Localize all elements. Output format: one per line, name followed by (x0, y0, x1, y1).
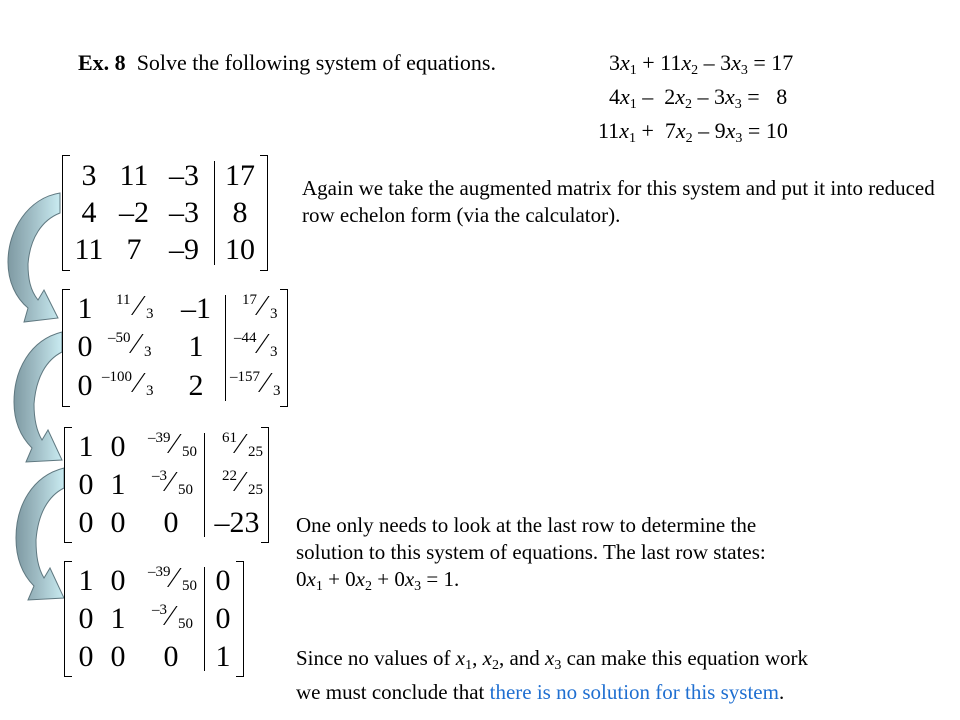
m4-cell: 0 (215, 564, 231, 597)
m2-cell: 1 (188, 330, 204, 363)
equation-2: $4x_1 - 2x_2 - 3x_3 = 8$ (609, 84, 788, 112)
curved-arrow-3-icon (16, 468, 64, 600)
curved-arrow-2-icon (14, 332, 62, 462)
m3-cell: 0 (78, 506, 94, 539)
m4-cell: 1 (78, 564, 94, 597)
m2-cell: 1 (77, 292, 93, 325)
matrix-step-3: 1 0 0 0 1 0 –39 ⁄ 50 –3 ⁄ 50 0 61 ⁄ 25 22 ⁄ 25 –23 (64, 427, 269, 543)
m1-cell: 10 (225, 233, 255, 266)
m3-cell: 0 (78, 468, 94, 501)
m2-cell: 0 (77, 369, 93, 402)
m1-cell: 11 (74, 233, 104, 266)
m2-cell: 0 (77, 330, 93, 363)
m4-cell: 0 (163, 640, 179, 673)
m1-cell: 3 (81, 159, 97, 192)
m2-cell: 2 (188, 369, 204, 402)
must-line: we must conclude that there is no solution for this system. (296, 680, 785, 704)
m3-cell: 0 (110, 506, 126, 539)
last-row-equation: $0x_1 + 0x_2 + 0x_3 = 1$. (296, 567, 460, 594)
m3-cell: –23 (214, 506, 260, 539)
m4-cell: 1 (215, 640, 231, 673)
example-title (78, 50, 496, 76)
conclusion-line-1: One only needs to look at the last row to determine the (296, 513, 757, 537)
m1-cell: –9 (169, 233, 199, 266)
instruction-text: Solve the following system of equations. (136, 50, 496, 75)
m1-cell: 11 (119, 159, 149, 192)
final-paragraph (296, 645, 956, 706)
m1-cell: –3 (169, 159, 199, 192)
curved-arrow-1-icon (8, 193, 60, 322)
intro-paragraph: Again we take the augmented matrix for this system and put it into reduced row echelon form (via the calculator). (302, 176, 935, 227)
example-label: Ex. 8 (78, 50, 126, 75)
conclusion-line-2: solution to this system of equations. The last row states: (296, 540, 766, 564)
m4-cell: 0 (215, 602, 231, 635)
m4-cell: 0 (78, 640, 94, 673)
m1-cell: –2 (119, 196, 149, 229)
matrix-step-2: 1 0 0 11 ⁄ 3 –50 ⁄ 3 –100 ⁄ 3 –1 1 2 17 ⁄ 3 –44 ⁄ 3 –157 ⁄ 3 (62, 289, 288, 407)
m4-cell: 0 (78, 602, 94, 635)
conclusion-paragraph (296, 512, 956, 600)
m1-cell: 4 (81, 196, 97, 229)
equation-3: $11x_1 + 7x_2 - 9x_3 = 10$ (598, 118, 788, 146)
matrix-reduced: 1 0 0 0 1 0 –39 ⁄ 50 –3 ⁄ 50 0 0 0 1 (64, 561, 244, 677)
m3-cell: 1 (110, 468, 126, 501)
m1-cell: 17 (225, 159, 255, 192)
no-solution-highlight: there is no solution for this system (489, 680, 779, 704)
m4-cell: 0 (110, 564, 126, 597)
m4-cell: 1 (110, 602, 126, 635)
matrix-augmented (62, 155, 268, 271)
m4-cell: 0 (110, 640, 126, 673)
m1-cell: –3 (169, 196, 199, 229)
m3-cell: 0 (110, 430, 126, 463)
since-line: Since no values of $x_1$, $x_2$, and $x_3$ can make this equation work (296, 646, 809, 673)
m2-cell: –1 (181, 292, 211, 325)
m3-cell: 1 (78, 430, 94, 463)
equation-1: $3x_1 + 11x_2 - 3x_3 = 17$ (609, 50, 794, 78)
m3-cell: 0 (163, 506, 179, 539)
m1-cell: 8 (232, 196, 248, 229)
m1-cell: 7 (126, 233, 142, 266)
